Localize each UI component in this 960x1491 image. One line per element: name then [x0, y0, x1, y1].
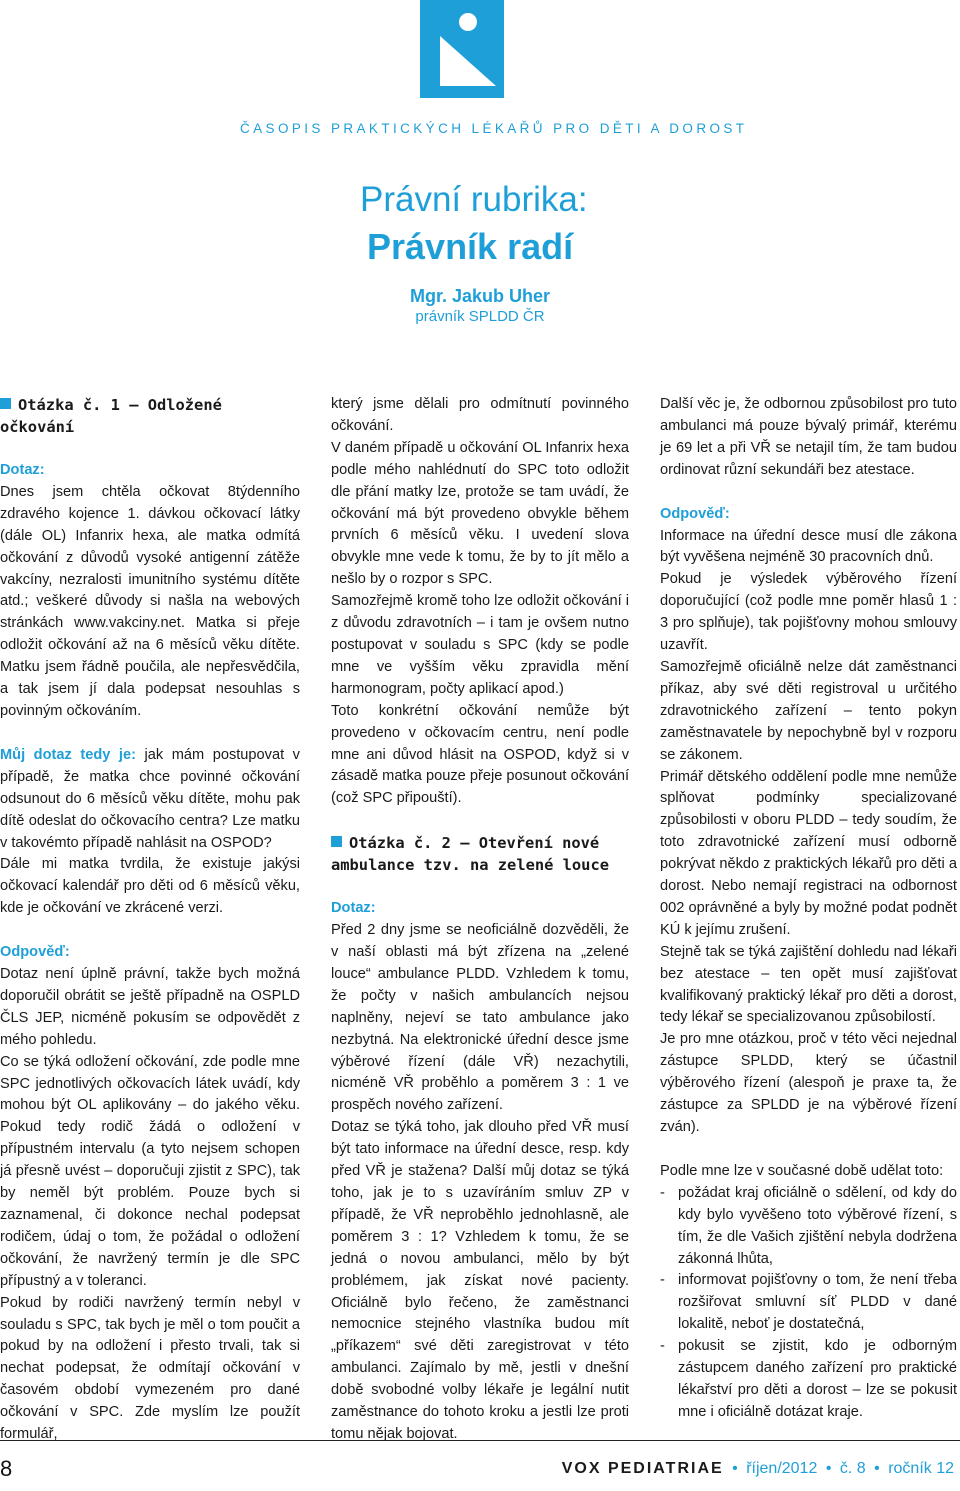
footer-volume: ročník 12: [888, 1460, 954, 1477]
dotaz-label: Dotaz:: [0, 462, 45, 478]
question-text: Před 2 dny jsme se neoficiálně dozvěděli, že v naší oblasti má být zřízena na „zelené louce“ ambulance PLDD. Vzhledem k tomu, že počty v našich ambulancích nejsou naplněny, nejeví se tato ambulance jako nezbytná. Na elektronické úřední desce jsme výběrové řízení (dále VŘ) nezachytili, nicméně VŘ proběhlo a poměrem 3 : 1 ve prospěch nového zařízení.: [331, 922, 629, 1114]
question-lead: Můj dotaz tedy je:: [0, 746, 136, 763]
question-text: Dotaz se týká toho, jak dlouho před VŘ musí být tato informace na úřední desce, resp. kdy před VŘ je stažena? Další můj dotaz se týká toho, jak je to s uzavíráním smluv ZP v případě, že VŘ neproběhlo jednohlasně, ale poměrem 3 : 1? Vzhledem k tomu, že se jedná o novou ambulanci, mělo by být problémem, jak získat nové pacienty. Oficiálně bylo řečeno, že zaměstnanci nemocnice stejného vlastníka budou mít „příkazem“ své děti zaregistrovat v této ambulanci. Zajímalo by mě, jestli v dnešní době svobodné volby lékaře je legální nutit zaměstnance do tohoto kroku a jestli lze proti tomu nějak bojovat.: [331, 1119, 629, 1442]
column-1: [0, 394, 300, 1446]
list-item: - požádat kraj oficiálně o sdělení, od kdy do kdy bylo vyvěšeno toto výběrové řízení, s tím, že dle Vašich zjištění nebyla dodržena zákonná lhůta,: [660, 1184, 957, 1267]
answer-text: V daném případě u očkování OL Infanrix hexa podle mého nahlédnutí do SPC toto odložit dle přání matky lze, protože se tam uvádí, že očkování má být provedeno obvykle během prvních 6 měsíců věku. I uvedení slova obvykle mne vede k tomu, že by to jít mělo a nešlo by o rozpor s SPC.: [331, 439, 629, 588]
list-item: - pokusit se zjistit, kdo je odborným zástupcem daného zařízení pro praktické lékařství pro děti a dorost – lze se pokusit mne i oficiálně dotázat kraje.: [660, 1338, 957, 1420]
article-title: Právník radí: [367, 226, 574, 267]
answer-text: Primář dětského oddělení podle mne nemůže splňovat podmínky specializované způsobilosti v oboru PLDD – tedy soudím, že toto zdravotnické zařízení musí odborně pokrývat někdo z praktických lékařů pro děti a dorost. Nebo nemají registraci na odbornost 002 oprávněné a byly by možné podat podnět KÚ k jejímu zrušení.: [660, 768, 957, 938]
answer-text: Dotaz není úplně právní, takže bych možná doporučil obrátit se ještě případně na OSPLD ČLS JEP, nicméně pokusím se odpovědět z mého pohledu.: [0, 966, 300, 1048]
answer-text: Samozřejmě kromě toho lze odložit očkování i z důvodu zdravotních – i tam je ovšem nutno postupovat v souladu s SPC (kdy se podle mne ve vyšším věku zpravidla mění harmonogram, počty aplikací apod.): [331, 593, 629, 697]
question-1-heading: Otázka č. 1 – Odložené očkování: [0, 396, 222, 436]
footer-divider: [0, 1440, 960, 1441]
column-3: [660, 394, 957, 1424]
answer-text: Pokud je výsledek výběrového řízení doporučující (což podle mne poměr hlasů 1 : 3 pro splňuje), tak pojišťovny mohou smlouvy uzavřít.: [660, 571, 957, 654]
answer-text: Je pro mne otázkou, proč v této věci nejednal zástupce SPLDD, který se účastnil výběrového řízení (alespoň je praxe ta, že zástupce za SPLDD je na výběrové řízení zván).: [660, 1031, 957, 1135]
footer: VOX PEDIATRIAE • říjen/2012 • č. 8 • ročník 12: [561, 1460, 954, 1477]
answer-text: Informace na úřední desce musí dle zákona být vyvěšena nejméně 30 pracovních dnů.: [660, 527, 957, 566]
question-2-heading: Otázka č. 2 – Otevření nové ambulance tzv. na zelené louce: [331, 834, 609, 875]
square-bullet-icon: [331, 836, 342, 847]
answer-text: který jsme dělali pro odmítnutí povinného očkování.: [331, 396, 629, 434]
footer-number: č. 8: [839, 1460, 866, 1477]
question-text: Dnes jsem chtěla očkovat 8týdenního zdravého kojence 1. dávkou očkovací látky (dále OL) Infanrix hexa, ale matka odmítá očkování z důvodů vysoké antigenní zátěže vakcíny, nezralosti imunitního systému dítěte atd.; veškeré důvody si našla na webových stránkách www.vakciny.net. Matka si přeje odložit očkování až na 6 měsíců věku dítěte. Matku jsem řádně poučila, ale nepřesvědčila, a tak jsem jí dala podepsat nesouhlas s povinným očkováním.: [0, 483, 300, 719]
answer-text: Stejně tak se týká zajištění dohledu nad lékaři bez atestace – ten opět musí zajišťovat kvalifikovaný praktický lékař pro děti a dorost, tedy lékař se specializovanou způsobilostí.: [660, 943, 957, 1026]
question-text: Můj dotaz tedy je: jak mám postupovat v případě, že matka chce povinné očkování odsunout do 6 měsíců věku dítěte, mohu pak dítě odeslat do očkovacího centra? Lze matku v takovémto případě nahlásit na OSPOD?: [0, 746, 300, 851]
author-role: právník SPLDD ČR: [415, 308, 545, 325]
odpoved-label: Odpověď:: [0, 944, 70, 961]
question-text: Další věc je, že odbornou způsobilost pro tuto ambulanci má pouze bývalý primář, kterému je 69 let a při VŘ se netajil tím, že tam budou ordinovat různí sekundáři bez atestace.: [660, 396, 957, 478]
journal-logo: [376, 0, 546, 100]
section-title: Právní rubrika:: [360, 180, 588, 219]
dotaz-label: Dotaz:: [331, 900, 376, 917]
answer-text: Co se týká odložení očkování, zde podle mne SPC jednotlivých očkovacích látek uvádí, kdy mohou být OL aplikovány – do jakého věku. Pokud tedy rodič žádá o odložení v přípustném intervalu (a tyto nejsem schopen já přesně uvést – doporučuji zjistit z SPC), tak by neměl být problém. Pouze bych si zaznamenal, či dokonce nechal podepsat rodičem, údaj o tom, že požádal o odložení očkování, že navržený termín je dle SPC přípustný a v toleranci.: [0, 1053, 300, 1289]
answer-text: Pokud by rodiči navržený termín nebyl v souladu s SPC, tak bych je měl o tom poučit a pokud by na odložení i přesto trvali, tak si nechat podepsat, že odmítají očkování v časovém období vymezeném pro dané očkování v SPC. Zde myslím lze použít formulář,: [0, 1294, 300, 1443]
column-2: [331, 394, 629, 1446]
author-block: [300, 286, 660, 325]
journal-title: ČASOPIS PRAKTICKÝCH LÉKAŘŮ PRO DĚTI A DOROST: [240, 121, 748, 136]
logo-head: [459, 13, 477, 31]
answer-text: Toto konkrétní očkování nemůže být provedeno v očkovacím centru, není podle mne ani důvod hlásit na OSPOD, když si v zásadě matka pouze přeje posunout očkování (což SPC připouští).: [331, 702, 629, 807]
odpoved-label: Odpověď:: [660, 505, 730, 522]
page-number: 8: [0, 1456, 13, 1481]
footer-date: říjen/2012: [746, 1460, 818, 1477]
footer-magazine: VOX PEDIATRIAE: [561, 1460, 724, 1477]
author-name: Mgr. Jakub Uher: [409, 286, 551, 306]
square-bullet-icon: [0, 398, 11, 409]
list-item: - informovat pojišťovny o tom, že není třeba rozšiřovat smluvní síť PLDD v dané lokalitě, neboť je dostatečná,: [660, 1272, 957, 1333]
answer-text: Samozřejmě oficiálně nelze dát zaměstnanci příkaz, aby své děti registroval u určitého zdravotnického zařízení – tento pokyn zaměstnavatele by nepochybně byl v rozporu se zákonem.: [660, 658, 957, 763]
question-text: Dále mi matka tvrdila, že existuje jakýsi očkovací kalendář pro děti od 6 měsíců věku, kde je očkování ve zkrácené verzi.: [0, 856, 300, 917]
answer-text: Podle mne lze v současné době udělat toto:: [660, 1162, 944, 1179]
